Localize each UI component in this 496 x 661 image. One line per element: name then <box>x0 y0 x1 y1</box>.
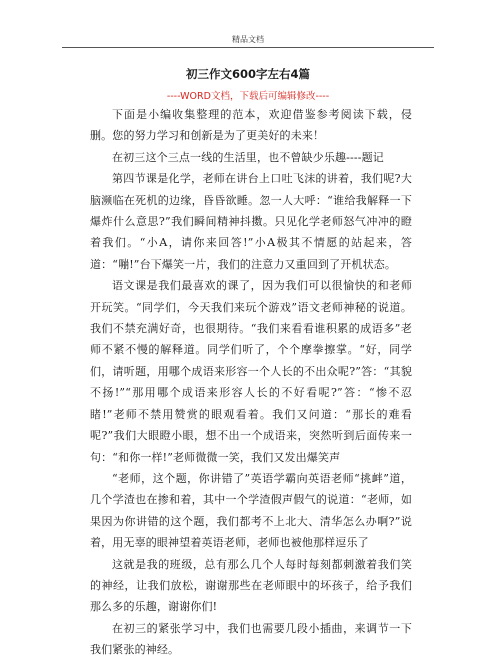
header-label: 精品文档 <box>232 35 264 44</box>
paragraph-epigraph: 在初三这个三点一线的生活里，也不曾缺少乐趣----题记 <box>112 150 384 164</box>
page-header <box>0 0 496 48</box>
paragraph-intro: 下面是小编收集整理的范本，欢迎借鉴参考阅读下载，侵删。您的努力学习和创新是为了更美好的未来！ <box>90 108 412 143</box>
paragraph-closing: 在初三的紧张学习中，我们也需要几段小插曲，来调节一下我们紧张的神经。 <box>90 621 412 657</box>
document-title: 初三作文600字左右4篇 <box>185 67 310 81</box>
header-divider <box>62 47 434 48</box>
word-notice: ----WORD文档，下载后可编辑修改---- <box>166 91 330 102</box>
document-body <box>90 104 412 661</box>
paragraph-chinese-class: 语文课是我们最喜欢的课了，因为我们可以很愉快的和老师开玩笑。“同学们，今天我们来玩个游戏”语文老师神秘的说道。我们不禁充满好奇，也很期待。“我们来看看谁积累的成语多”老师不紧不慢的解释道。同学们听了，个个摩拳擦掌。“好，同学们，请听题，用哪个成语来形容一个人长的不出众呢?”答：“其貌不扬!”“那用哪个成语来形容人长的不好看呢?”答：“惨不忍睹!”老师不禁用赞赏的眼观看着。我们又问道：“那长的难看呢?”我们大眼瞪小眼，想不出一个成语来，突然听到后面传来一句：“和你一样!”老师微微一笑，我们又发出爆笑声 <box>90 279 412 464</box>
paragraph-english-class: “老师，这个题，你讲错了”英语学霸向英语老师“挑衅”道，几个学渣也在掺和着，其中一个学渣假声假气的说道：“老师，如果因为你讲错的这个题，我们都考不上北大、清华怎么办啊?”说着，用无辜的眼神望着英语老师，老师也被他那样逗乐了 <box>90 471 412 550</box>
paragraph-chemistry: 第四节课是化学，老师在讲台上口吐飞沫的讲着，我们呢?大脑濒临在死机的边缘，昏昏欲睡。忽一人大呼：“谁给我解释一下爆炸什么意思?”我们瞬间精神抖擞。只见化学老师怒气冲冲的瞪着我们。“小A，请你来回答!”小A极其不情愿的站起来，答道：“嘣!”台下爆笑一片，我们的注意力又重回到了开机状态。 <box>90 172 412 271</box>
paragraph-class-summary: 这就是我的班级，总有那么几个人每时每刻都刺激着我们笑的神经，让我们放松，谢谢那些在老师眼中的坏孩子，给予我们那么多的乐趣，谢谢你们! <box>90 557 412 614</box>
